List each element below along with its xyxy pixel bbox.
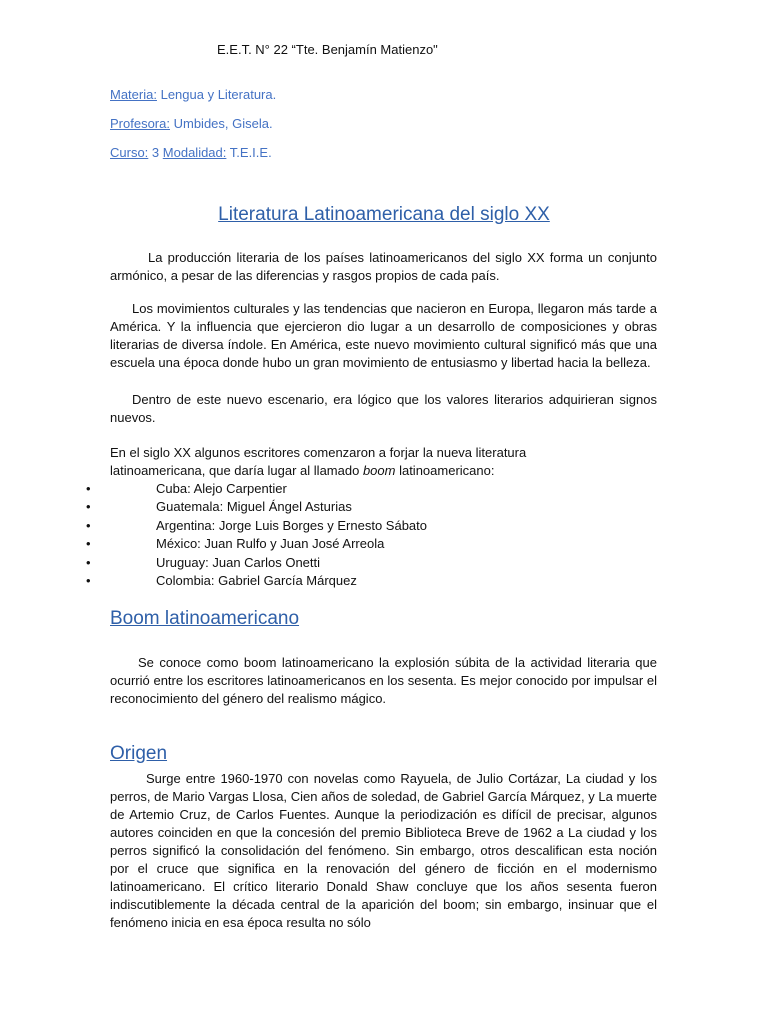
materia-label: Materia: bbox=[110, 87, 157, 102]
school-header: E.E.T. N° 22 “Tte. Benjamín Matienzo" bbox=[217, 42, 438, 57]
curso-label: Curso: bbox=[110, 145, 149, 160]
document-title: Literatura Latinoamericana del siglo XX bbox=[218, 204, 550, 225]
paragraph-origen: Surge entre 1960-1970 con novelas como Rayuela, de Julio Cortázar, La ciudad y los perros, de Mario Vargas Llosa, Cien años de soledad, de Gabriel García Márquez, y La muerte de Artemio Cruz, de Carlos Fuentes. Aunque la periodización es difícil de precisar, algunos autores coinciden en que la concesión del premio Biblioteca Breve de 1962 a La ciudad y los perros significó la consolidación del fenómeno. Sin embargo, otros descalifican esta noción por el cruce que significa en la renovación del género de ficción en el modernismo latinoamericano. El crítico literario Donald Shaw concluye que los años sesenta fueron indiscutiblemente la década central de la aparición del boom; sin embargo, insinuar que el fenómeno inicia en esa época resulta no sólo bbox=[110, 771, 657, 930]
curso-value: 3 bbox=[151, 145, 160, 160]
authors-intro-before: En el siglo XX algunos escritores comenzaron a forjar la nueva literatura latinoamericana, que daría lugar al llamado bbox=[110, 445, 527, 478]
paragraph-authors-intro bbox=[110, 444, 580, 480]
authors-intro-italic: boom bbox=[362, 463, 396, 478]
modalidad-label: Modalidad: bbox=[162, 145, 227, 160]
paragraph-intro: La producción literaria de los países latinoamericanos del siglo XX forma un conjunto armónico, a pesar de las diferencias y rasgos propios de cada país. bbox=[110, 250, 657, 283]
profesora-value: Umbides, Gisela. bbox=[173, 116, 273, 131]
paragraph-boom: Se conoce como boom latinoamericano la explosión súbita de la actividad literaria que ocurrió entre los escritores latinoamericanos en los sesenta. Es mejor conocido por impulsar el reconocimiento del género del realismo mágico. bbox=[110, 655, 657, 706]
meta-profesora bbox=[110, 116, 273, 131]
paragraph-new-scene: Dentro de este nuevo escenario, era lógico que los valores literarios adquirieran signos nuevos. bbox=[110, 392, 657, 425]
bullet: • bbox=[86, 499, 91, 515]
bullet: • bbox=[86, 517, 91, 533]
heading-origen: Origen bbox=[110, 743, 168, 764]
modalidad-value: T.E.I.E. bbox=[229, 145, 272, 160]
bullet: • bbox=[86, 536, 91, 552]
bullet: • bbox=[86, 554, 91, 570]
bullet: • bbox=[86, 572, 91, 588]
profesora-label: Profesora: bbox=[110, 116, 170, 131]
meta-curso bbox=[110, 145, 272, 160]
paragraph-movements: Los movimientos culturales y las tendencias que nacieron en Europa, llegaron más tarde a América. Y la influencia que ejercieron dio lugar a un desarrollo de composiciones y obras literarias de diversa índole. En América, este nuevo movimiento cultural significó más que una escuela una época donde hubo un gran movimiento de entusiasmo y libertad hacia la belleza. bbox=[110, 301, 657, 370]
materia-value: Lengua y Literatura. bbox=[160, 87, 277, 102]
meta-materia bbox=[110, 87, 276, 102]
heading-boom: Boom latinoamericano bbox=[110, 608, 300, 629]
bullet: • bbox=[86, 481, 91, 496]
authors-intro-after: latinoamericano: bbox=[395, 463, 495, 478]
document-page: E.E.T. N° 22 “Tte. Benjamín Matienzo" Materia: Lengua y Literatura. Profesora: Umbides, Gisela. Curso: 3 Modalidad: T.E.I.E. Literatura Latinoamericana del siglo XX La producción literaria de los países latinoamericanos del siglo XX forma un conjunto armónico, a pesar de las diferencias y rasgos propios de cada país. Los movimientos culturales y las tendencias que nacieron en Europa, llegaron más tarde a América. Y la influencia que ejercieron dio lugar a un desarrollo de composiciones y obras literarias de diversa índole. En América, este nuevo movimiento cultural significó más que una escuela una época donde hubo un gran movimiento de entusiasmo y libertad hacia la belleza. Dentro de este nuevo escenario, era lógico que los valores literarios adquirieran signos nuevos. En el siglo XX algunos escritores comenzaron a forjar la nueva literatura latinoamericana, que daría lugar al llamado boom latinoamericano: • Cuba: Alejo Carpentier • Guatemala: Miguel Ángel Asturias • Argentina: Jorge Luis Borges y Ernesto Sábato • México: Juan Rulfo y Juan José Arreola • Uruguay: Juan Carlos Onetti • Colombia: Gabriel García Márquez Boom latinoamericano Se conoce como boom latinoamericano la explosión súbita de la actividad literaria que ocurrió entre los escritores latinoamericanos en los sesenta. Es mejor conocido por impulsar el reconocimiento del género del realismo mágico. Origen Surge entre 1960-1970 con novelas como Rayuela, de Julio Cortázar, La ciudad y los perros, de Mario Vargas Llosa, Cien años de soledad, de Gabriel García Márquez, y La muerte de Artemio Cruz, de Carlos Fuentes. Aunque la periodización es difícil de precisar, algunos autores coinciden en que la concesión del premio Biblioteca Breve de 1962 a La ciudad y los perros significó la consolidación del fenómeno. Sin embargo, otros descalifican esta noción por el cruce que significa en la renovación del género de ficción en el modernismo latinoamericano. El crítico literario Donald Shaw concluye que los años sesenta fueron indiscutiblemente la década central de la aparición del boom; sin embargo, insinuar que el fenómeno inicia en esa época resulta no sólo bbox=[0, 0, 768, 1024]
